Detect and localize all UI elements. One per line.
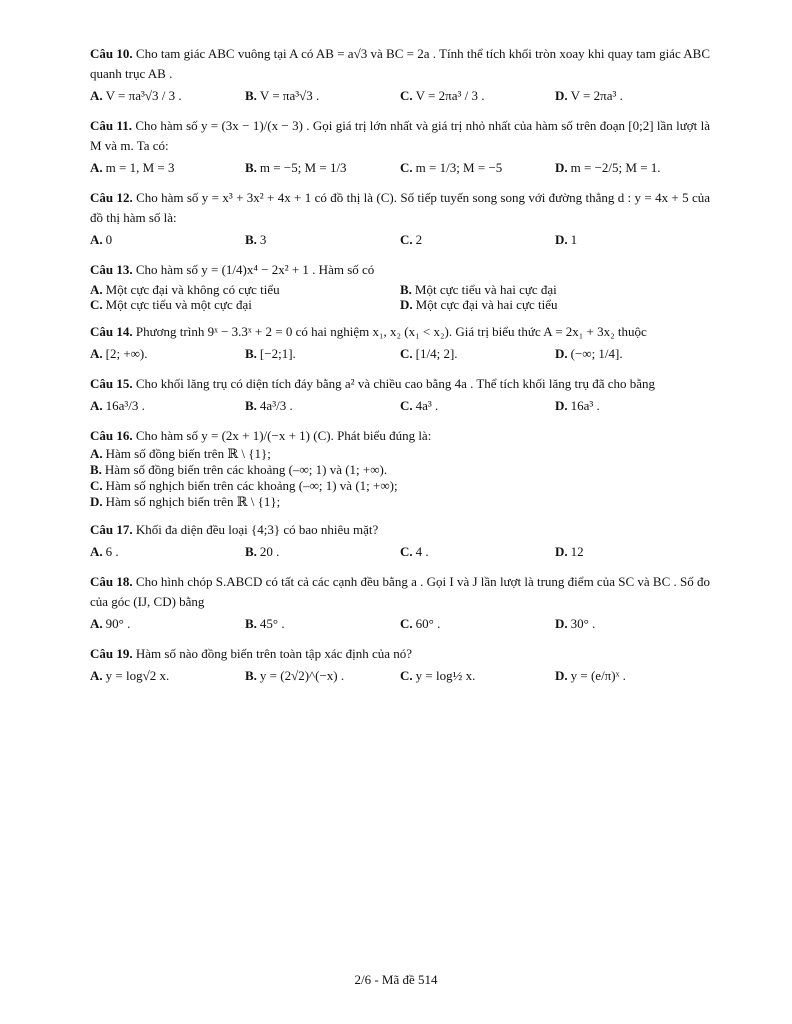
question-number: Câu 15. [90, 376, 133, 391]
option-d[interactable]: D. V = 2πa³ . [555, 88, 623, 103]
options [90, 230, 710, 250]
question-10 [90, 44, 710, 106]
question-18 [90, 572, 710, 634]
option-a[interactable]: A. y = log√2 x. [90, 668, 170, 683]
option-a[interactable]: A. Hàm số đồng biến trên ℝ \ {1}; [90, 446, 271, 461]
question-text: Cho hàm số y = (2x + 1)/(−x + 1) (C). Phát biểu đúng là: [135, 428, 432, 443]
option-d[interactable]: D. Hàm số nghịch biến trên ℝ \ {1}; [90, 494, 281, 509]
question-number: Câu 17. [90, 522, 133, 537]
question-text: Cho tam giác ABC vuông tại A có AB = a√3 và BC = 2a . Tính thể tích khối tròn xoay khi quay tam giác ABC quanh trục AB . [90, 46, 711, 81]
question-text: Phương trình 9ˣ − 3.3ˣ + 2 = 0 có hai nghiệm x₁, x₂ (x₁ < x₂). Giá trị biểu thức A = 2x₁ + 3x₂ thuộc [135, 324, 647, 339]
question-number: Câu 18. [90, 574, 133, 589]
question-text: Cho khối lăng trụ có diện tích đáy bằng a² và chiều cao bằng 4a . Thể tích khối lăng trụ đã cho bằng [135, 376, 656, 391]
question-text: Khối đa diện đều loại {4;3} có bao nhiêu mặt? [135, 522, 379, 537]
question-text: Cho hàm số y = (3x − 1)/(x − 3) . Gọi giá trị lớn nhất và giá trị nhỏ nhất của hàm số trên đoạn [0;2] lần lượt là M và m. Ta có: [90, 118, 710, 153]
question-number: Câu 12. [90, 190, 133, 205]
options [90, 446, 710, 510]
option-a[interactable]: A. 0 [90, 232, 113, 247]
options [90, 158, 710, 178]
question-14 [90, 322, 710, 364]
option-c[interactable]: C. y = log½ x. [400, 668, 476, 683]
option-b[interactable]: B. 45° . [245, 616, 285, 631]
option-a[interactable]: A. V = πa³√3 / 3 . [90, 88, 182, 103]
option-c[interactable]: C. V = 2πa³ / 3 . [400, 88, 485, 103]
question-13 [90, 260, 710, 312]
option-b[interactable]: B. y = (2√2)^(−x) . [245, 668, 345, 683]
option-b[interactable]: B. 4a³/3 . [245, 398, 293, 413]
option-a[interactable]: A. 90° . [90, 616, 131, 631]
option-b[interactable]: B. Một cực tiểu và hai cực đại [400, 282, 557, 297]
option-a[interactable]: A. 6 . [90, 544, 119, 559]
option-d[interactable]: D. 1 [555, 232, 578, 247]
question-15 [90, 374, 710, 416]
question-number: Câu 10. [90, 46, 133, 61]
option-d[interactable]: D. (−∞; 1/4]. [555, 346, 623, 361]
option-d[interactable]: D. 30° . [555, 616, 596, 631]
options [90, 86, 710, 106]
question-text: Cho hàm số y = x³ + 3x² + 4x + 1 có đồ thị là (C). Số tiếp tuyến song song với đường thẳng d : y = 4x + 5 của đồ thị hàm số là: [90, 190, 711, 225]
option-d[interactable]: D. y = (e/π)ˣ . [555, 668, 626, 683]
option-d[interactable]: D. Một cực đại và hai cực tiểu [400, 297, 558, 312]
page-footer: 2/6 - Mã đề 514 [354, 972, 438, 987]
option-c[interactable]: C. Hàm số nghịch biến trên các khoảng (–∞; 1) và (1; +∞); [90, 478, 398, 493]
question-text: Cho hàm số y = (1/4)x⁴ − 2x² + 1 . Hàm số có [135, 262, 375, 277]
option-a[interactable]: A. [2; +∞). [90, 346, 148, 361]
option-c[interactable]: C. m = 1/3; M = −5 [400, 160, 503, 175]
options [90, 396, 710, 416]
option-c[interactable]: C. Một cực tiểu và một cực đại [90, 297, 252, 312]
option-c[interactable]: C. [1/4; 2]. [400, 346, 458, 361]
question-12 [90, 188, 710, 250]
question-number: Câu 13. [90, 262, 133, 277]
question-text: Hàm số nào đồng biến trên toàn tập xác định của nó? [135, 646, 413, 661]
option-c[interactable]: C. 2 [400, 232, 423, 247]
option-a[interactable]: A. Một cực đại và không có cực tiểu [90, 282, 280, 297]
question-11 [90, 116, 710, 178]
option-c[interactable]: C. 4 . [400, 544, 429, 559]
option-b[interactable]: B. 20 . [245, 544, 280, 559]
options [90, 614, 710, 634]
question-text: Cho hình chóp S.ABCD có tất cả các cạnh đều bằng a . Gọi I và J lần lượt là trung điểm của SC và BC . Số đo của góc (IJ, CD) bằng [90, 574, 711, 609]
question-number: Câu 16. [90, 428, 133, 443]
option-b[interactable]: B. Hàm số đồng biến trên các khoảng (–∞; 1) và (1; +∞). [90, 462, 388, 477]
option-d[interactable]: D. m = −2/5; M = 1. [555, 160, 661, 175]
question-number: Câu 11. [90, 118, 132, 133]
option-c[interactable]: C. 60° . [400, 616, 441, 631]
option-b[interactable]: B. m = −5; M = 1/3 [245, 160, 347, 175]
option-c[interactable]: C. 4a³ . [400, 398, 439, 413]
option-d[interactable]: D. 16a³ . [555, 398, 600, 413]
exam-page [90, 44, 710, 696]
question-number: Câu 14. [90, 324, 133, 339]
options [90, 344, 710, 364]
question-16 [90, 426, 710, 510]
option-b[interactable]: B. V = πa³√3 . [245, 88, 320, 103]
question-17 [90, 520, 710, 562]
option-a[interactable]: A. m = 1, M = 3 [90, 160, 175, 175]
option-a[interactable]: A. 16a³/3 . [90, 398, 145, 413]
option-d[interactable]: D. 12 [555, 544, 584, 559]
options [90, 666, 710, 686]
question-19 [90, 644, 710, 686]
option-b[interactable]: B. [−2;1]. [245, 346, 296, 361]
question-number: Câu 19. [90, 646, 133, 661]
options [90, 282, 710, 312]
options [90, 542, 710, 562]
option-b[interactable]: B. 3 [245, 232, 267, 247]
